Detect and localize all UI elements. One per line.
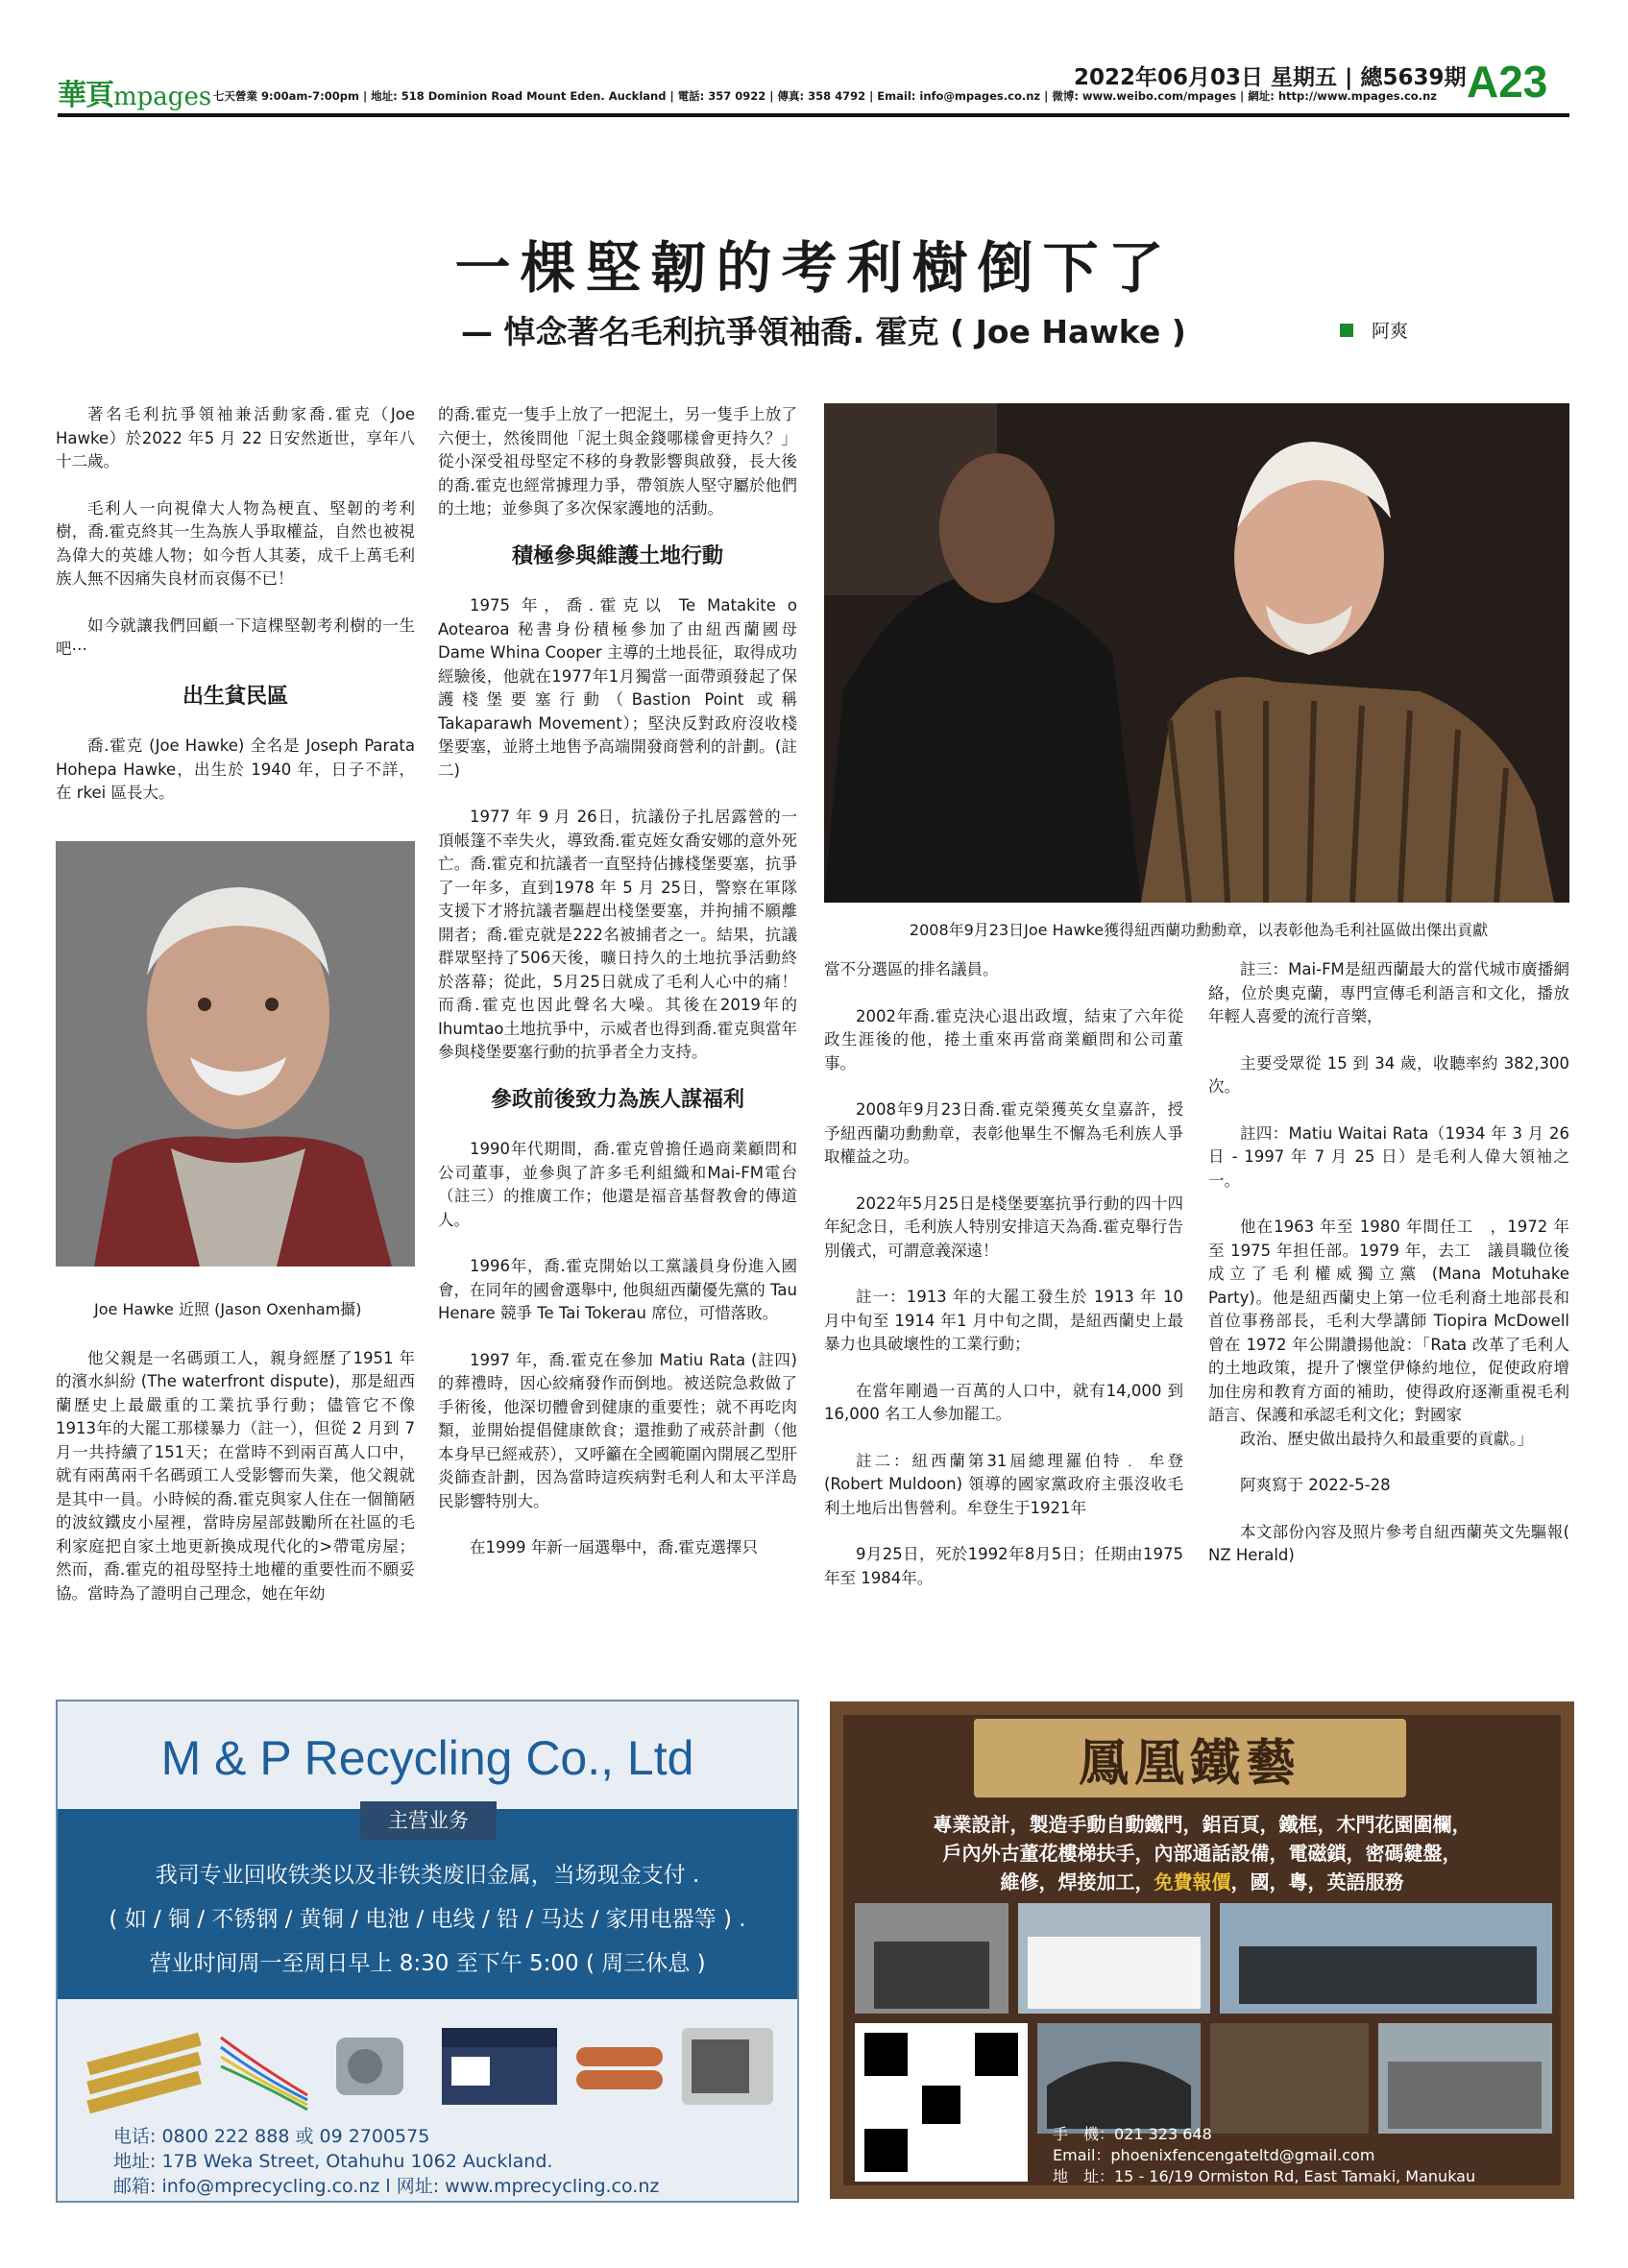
ceremony-illustration [824,403,1569,903]
recycling-ad-address: 地址: 17B Weka Street, Otahuhu 1062 Auckland. [113,2151,553,2172]
paragraph: 註四：Matiu Waitai Rata（1934 年 3 月 26 日 - 1997 年 7 月 25 日）是毛利人偉大領袖之一。 [1208,1123,1569,1190]
column-1-bottom [56,1298,415,1629]
ironwork-ad-address: 地 址：15 - 16/19 Ormiston Rd, East Tamaki, Manukau [1053,2167,1476,2185]
ironwork-ad-mobile: 手 機：021 323 648 [1053,2125,1212,2143]
ironwork-ad-email[interactable]: Email：phoenixfencengateltd@gmail.com [1053,2146,1375,2164]
ironwork-ad-line-part: 維修，焊接加工， [1000,1870,1154,1894]
column-3 [824,958,1183,1613]
masthead-logo [58,71,211,113]
paragraph: 1977 年 9 月 26日，抗議份子扎居露營的一頂帳篷不幸失火，導致喬.霍克姪女喬安娜的意外死亡。喬.霍克和抗議者一直堅持佔據棧堡要塞，抗爭了一年多，直到1978 年 5 月 25日，警察在軍隊支援下才將抗議者驅趕出棧堡要塞，并拘捕不願離開者；喬.霍克就是222名被捕者之一。結果，抗議群眾堅持了506天後，曠日持久的土地抗爭活動終於落幕；從此，5月25日就成了毛利人心中的痛！而喬.霍克也因此聲名大噪。其後在2019年的Ihumtao土地抗爭中，示威者也得到喬.霍克與當年參與棧堡要塞行動的抗爭者全力支持。 [438,808,797,1061]
recycling-ad-line: 我司专业回收铁类以及非铁类废旧金属，当场现金支付 . [155,1863,700,1888]
ironwork-ad-line: 戶內外古董花樓梯扶手，內部通話設備，電磁鎖，密碼鍵盤， [942,1842,1462,1865]
logo-chinese: 華頁 [58,79,113,112]
recycling-ad-email[interactable]: 邮箱: info@mprecycling.co.nz l 网址: www.mprecycling.co.nz [113,2176,660,2197]
column-4 [1208,958,1569,1591]
paragraph: 在1999 年新一屆選舉中，喬.霍克選擇只 [470,1538,758,1556]
paragraph: 1975 年，喬.霍克以 Te Matakite o Aotearoa 秘書身份積極參加了由紐西蘭國母Dame Whina Cooper 主導的土地長征，取得成功經驗後，他就在1977年1月獨當一面帶頭發起了保護棧堡要塞行動（Bastion Point 或稱 Takaparawh Movement）；堅決反對政府沒收棧堡要塞，並將土地售予高端開發商營利的計劃。(註二) [438,596,797,780]
article-signoff: 阿爽寫于 2022-5-28 [1240,1476,1391,1494]
portrait-illustration [56,841,415,1267]
portrait-photo [56,841,415,1267]
paragraph: 2008年9月23日喬.霍克榮獲英女皇嘉許，授予紐西蘭功勳勳章，表彰他畢生不懈為毛利族人爭取權益之功。 [824,1100,1183,1166]
article-author: 阿爽 [1372,321,1409,342]
recycling-ad-line: ( 如 / 铜 / 不锈钢 / 黄铜 / 电池 / 电线 / 铅 / 马达 / 家用电器等 ) . [109,1907,746,1932]
paragraph: 註一：1913 年的大罷工發生於 1913 年 10 月中旬至 1914 年1 月中旬之間，是紐西蘭史上最暴力也具破壞性的工業行動； [824,1288,1183,1353]
paragraph: 的喬.霍克一隻手上放了一把泥土，另一隻手上放了六便士，然後問他「泥土與金錢哪樣會更持久？」從小深受祖母堅定不移的身教影響與啟發，長大後的喬.霍克也經常據理力爭，帶領族人堅守屬於他們的土地；並參與了多次保家護地的活動。 [438,405,797,518]
paragraph: 主要受眾從 15 到 34 歲，收聽率約 382,300 次。 [1208,1053,1569,1096]
paragraph: 9月25日，死於1992年8月5日；任期由1975 年至 1984年。 [824,1545,1183,1587]
ceremony-photo [824,403,1569,903]
source-note: 本文部份內容及照片參考自紐西蘭英文先驅報( NZ Herald) [1208,1522,1569,1564]
article-title: 一棵堅韌的考利樹倒下了 [454,235,1174,301]
ironwork-ad-line: 專業設計，製造手動自動鐵門，鋁百頁，鐵框，木門花園圍欄， [933,1813,1471,1836]
section-heading: 積極參與維護土地行動 [511,543,723,568]
paragraph: 如今就讓我們回顧一下這棵堅韌考利樹的一生吧⋯ [56,615,415,658]
paragraph: 在當年剛過一百萬的人口中，就有14,000 到 16,000 名工人參加罷工。 [824,1381,1183,1423]
logo-english: mpages [113,83,212,111]
paragraph: 毛利人一向視偉大人物為梗直、堅韌的考利樹，喬.霍克終其一生為族人爭取權益，自然也被視為偉大的英雄人物；如今哲人其萎，成千上萬毛利族人無不因痛失良材而哀傷不已！ [56,498,415,588]
column-2 [438,403,797,1583]
recycling-products-icon [77,2009,778,2114]
article-subtitle: — 悼念著名毛利抗爭領袖喬. 霍克 ( Joe Hawke ) [461,313,1186,350]
portrait-caption: Joe Hawke 近照 (Jason Oxenham攝) [94,1300,362,1318]
paragraph: 2002年喬.霍克決心退出政壇，結束了六年從政生涯後的他，捲土重來再當商業顧問和公司董事。 [824,1006,1183,1073]
paragraph: 著名毛利抗爭領袖兼活動家喬.霍克（Joe Hawke）於2022 年5 月 22 日安然逝世，享年八十二歲。 [56,405,415,470]
header-divider [58,113,1569,117]
author-marker-icon [1340,324,1353,337]
recycling-ad-line: 营业时间周一至周日早上 8:30 至下午 5:00 ( 周三休息 ) [149,1951,706,1976]
paragraph: 2022年5月25日是棧堡要塞抗爭行動的四十四年紀念日，毛利族人特別安排這天為喬.霍克舉行告別儀式，可謂意義深遠！ [824,1194,1183,1260]
column-1-top [56,403,415,829]
paragraph: 註二：紐西蘭第31屆總理羅伯特﹒ 牟登 (Robert Muldoon) 領導的國家黨政府主張沒收毛利土地后出售營利。牟登生于1921年 [824,1451,1183,1517]
paragraph: 1997 年，喬.霍克在參加 Matiu Rata (註四) 的葬禮時，因心絞痛發作而倒地。被送院急救做了手術後，他深切體會到健康的重要性；就不再吃肉類，並開始提倡健康飲食；還推動了戒菸計劃（他本身早已經戒菸），又呼籲在全國範圍內開展乙型肝炎篩查計劃，因為當時這疾病對毛利人和太平洋島民影響特別大。 [438,1350,797,1510]
paragraph: 當不分選區的排名議員。 [824,960,999,978]
paragraph: 他父親是一名碼頭工人，親身經歷了1951 年的濱水糾紛 (The waterfront dispute)，那是紐西蘭歷史上最嚴重的工業抗爭行動；儘管它不像 1913年的大罷工那樣暴力（註一），但從 2 月到 7 月一共持續了151天；在當時不到兩百萬人口中，就有兩萬兩千名碼頭工人受影響而失業，他父親就是其中一員。小時候的喬.霍克與家人住在一個簡陋的波紋鐵皮小屋裡，當時房屋部鼓勵所在社區的毛利家庭把自家土地更新換成現代化的>帶電房屋；然而，喬.霍克的祖母堅持土地權的重要性而不願妥協。當時為了證明自己理念，她在年幼 [56,1348,415,1603]
paragraph: 喬.霍克 (Joe Hawke) 全名是 Joseph Parata Hohepa Hawke，出生於 1940 年，日子不詳，在 rkei 區長大。 [56,736,415,802]
recycling-ad[interactable] [56,1700,799,2203]
page-number: A23 [1467,57,1548,107]
paragraph: 政治、歷史做出最持久和最重要的貢獻。」 [1240,1429,1534,1448]
ironwork-ad-title: 鳳凰鐵藝 [1078,1734,1301,1793]
ironwork-ad-line-part: ，國，粵，英語服務 [1230,1870,1404,1894]
header-contact-info: 七天營業 9:00am-7:00pm | 地址: 518 Dominion Road Mount Eden. Auckland | 電話: 357 0922 | 傳真: 358 4792 | Email: info@mpages.co.nz | 微博: www.weibo.com/mpages | 網址: http://www.mpages.co.nz [213,89,1437,103]
recycling-ad-title: M & P Recycling Co., Ltd [160,1731,694,1785]
issue-date: 2022年06月03日 星期五 | 總5639期 [1074,65,1467,90]
recycling-ad-phone: 电话: 0800 222 888 或 09 2700575 [113,2126,430,2147]
paragraph: 1996年，喬.霍克開始以工黨議員身份進入國會，在同年的國會選舉中, 他與紐西蘭優先黨的 Tau Henare 競爭 Te Tai Tokerau 席位，可惜落敗。 [438,1257,797,1322]
recycling-ad-label: 主营业务 [360,1801,497,1840]
paragraph: 他在1963 年至 1980 年間任工 ，1972 年至 1975 年担任部。1979 年，去工 議員職位後成立了毛利權威獨立黨 (Mana Motuhake Party)。他是紐西蘭史上第一位毛利裔土地部長和首位事務部長，毛利大學講師 Tiopira McDowell 曾在 1972 年公開讚揚他說：「Rata 改革了毛利人的土地政策，提升了懷堂伊條約地位，促使政府增加住房和教育方面的補助，使得政府逐漸重視毛利語言、保護和承認毛利文化；對國家 [1208,1218,1569,1424]
section-heading: 出生貧民區 [182,683,288,709]
paragraph: 1990年代期間，喬.霍克曾擔任過商業顧問和公司董事，並參與了許多毛利組織和Mai-FM電台（註三）的推廣工作；他還是福音基督教會的傳道人。 [438,1140,797,1229]
ceremony-caption: 2008年9月23日Joe Hawke獲得紐西蘭功勳勳章，以表彰他為毛利社區做出傑出貢獻 [909,921,1489,939]
ironwork-ad-line [830,1867,1574,1894]
free-quote-highlight: 免費報價 [1154,1870,1231,1894]
section-heading: 參政前後致力為族人謀福利 [490,1086,744,1112]
paragraph: 註三：Mai-FM是紐西蘭最大的當代城市廣播網絡，位於奧克蘭，專門宣傳毛利語言和文化，播放年輕人喜愛的流行音樂， [1208,960,1569,1025]
ironwork-ad[interactable] [830,1701,1574,2199]
